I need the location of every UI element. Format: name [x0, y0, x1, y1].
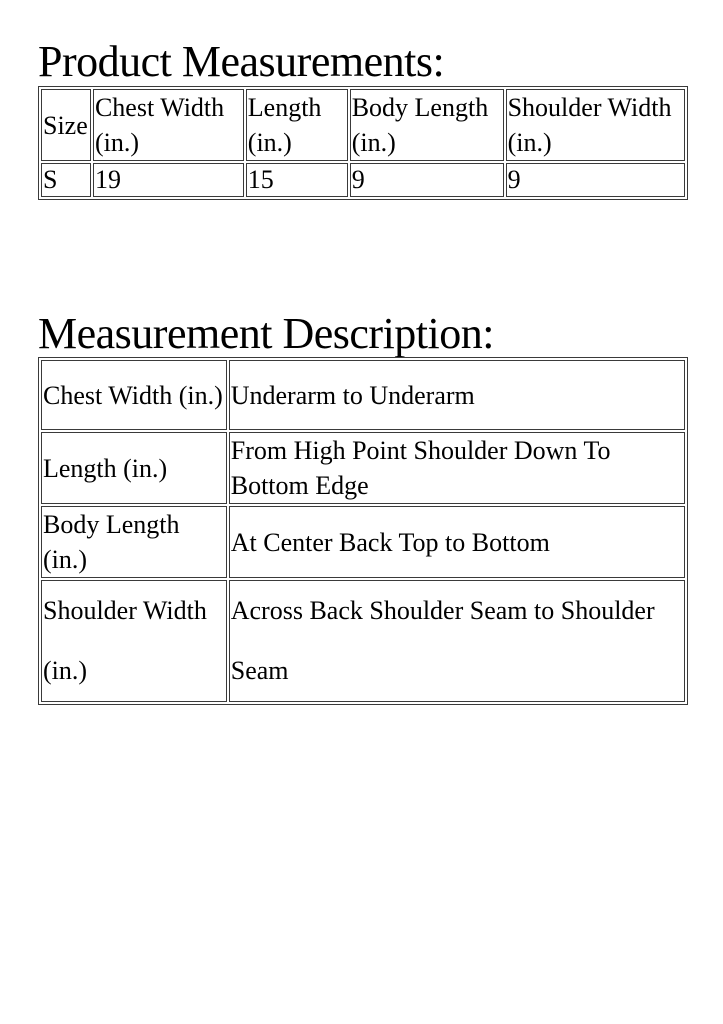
product-measurements-table — [38, 86, 688, 200]
measurement-description-heading: Measurement Description: — [38, 309, 494, 358]
measurement-description-table — [38, 357, 688, 705]
table-row — [41, 432, 685, 504]
measurement-description-cell: From High Point Shoulder Down To Bottom Edge — [229, 432, 685, 504]
measurement-name-cell: Shoulder Width (in.) — [41, 580, 227, 702]
table-row — [41, 163, 685, 197]
measurement-name-cell: Body Length (in.) — [41, 506, 227, 578]
cell-size: S — [41, 163, 91, 197]
header-cell-length: Length (in.) — [246, 89, 348, 161]
product-measurements-heading: Product Measurements: — [38, 37, 445, 86]
header-cell-chest-width: Chest Width (in.) — [93, 89, 244, 161]
header-cell-size: Size — [41, 89, 91, 161]
measurement-name-cell: Length (in.) — [41, 432, 227, 504]
measurement-description-cell: At Center Back Top to Bottom — [229, 506, 685, 578]
measurement-name-cell: Chest Width (in.) — [41, 360, 227, 430]
cell-shoulder-width: 9 — [506, 163, 685, 197]
header-cell-body-length: Body Length (in.) — [350, 89, 504, 161]
table-header-row — [41, 89, 685, 161]
table-row — [41, 360, 685, 430]
cell-length: 15 — [246, 163, 348, 197]
cell-body-length: 9 — [350, 163, 504, 197]
measurement-description-cell: Across Back Shoulder Seam to Shoulder Seam — [229, 580, 685, 702]
cell-chest-width: 19 — [93, 163, 244, 197]
measurement-description-cell: Underarm to Underarm — [229, 360, 685, 430]
table-row — [41, 580, 685, 702]
table-row — [41, 506, 685, 578]
header-cell-shoulder-width: Shoulder Width (in.) — [506, 89, 685, 161]
